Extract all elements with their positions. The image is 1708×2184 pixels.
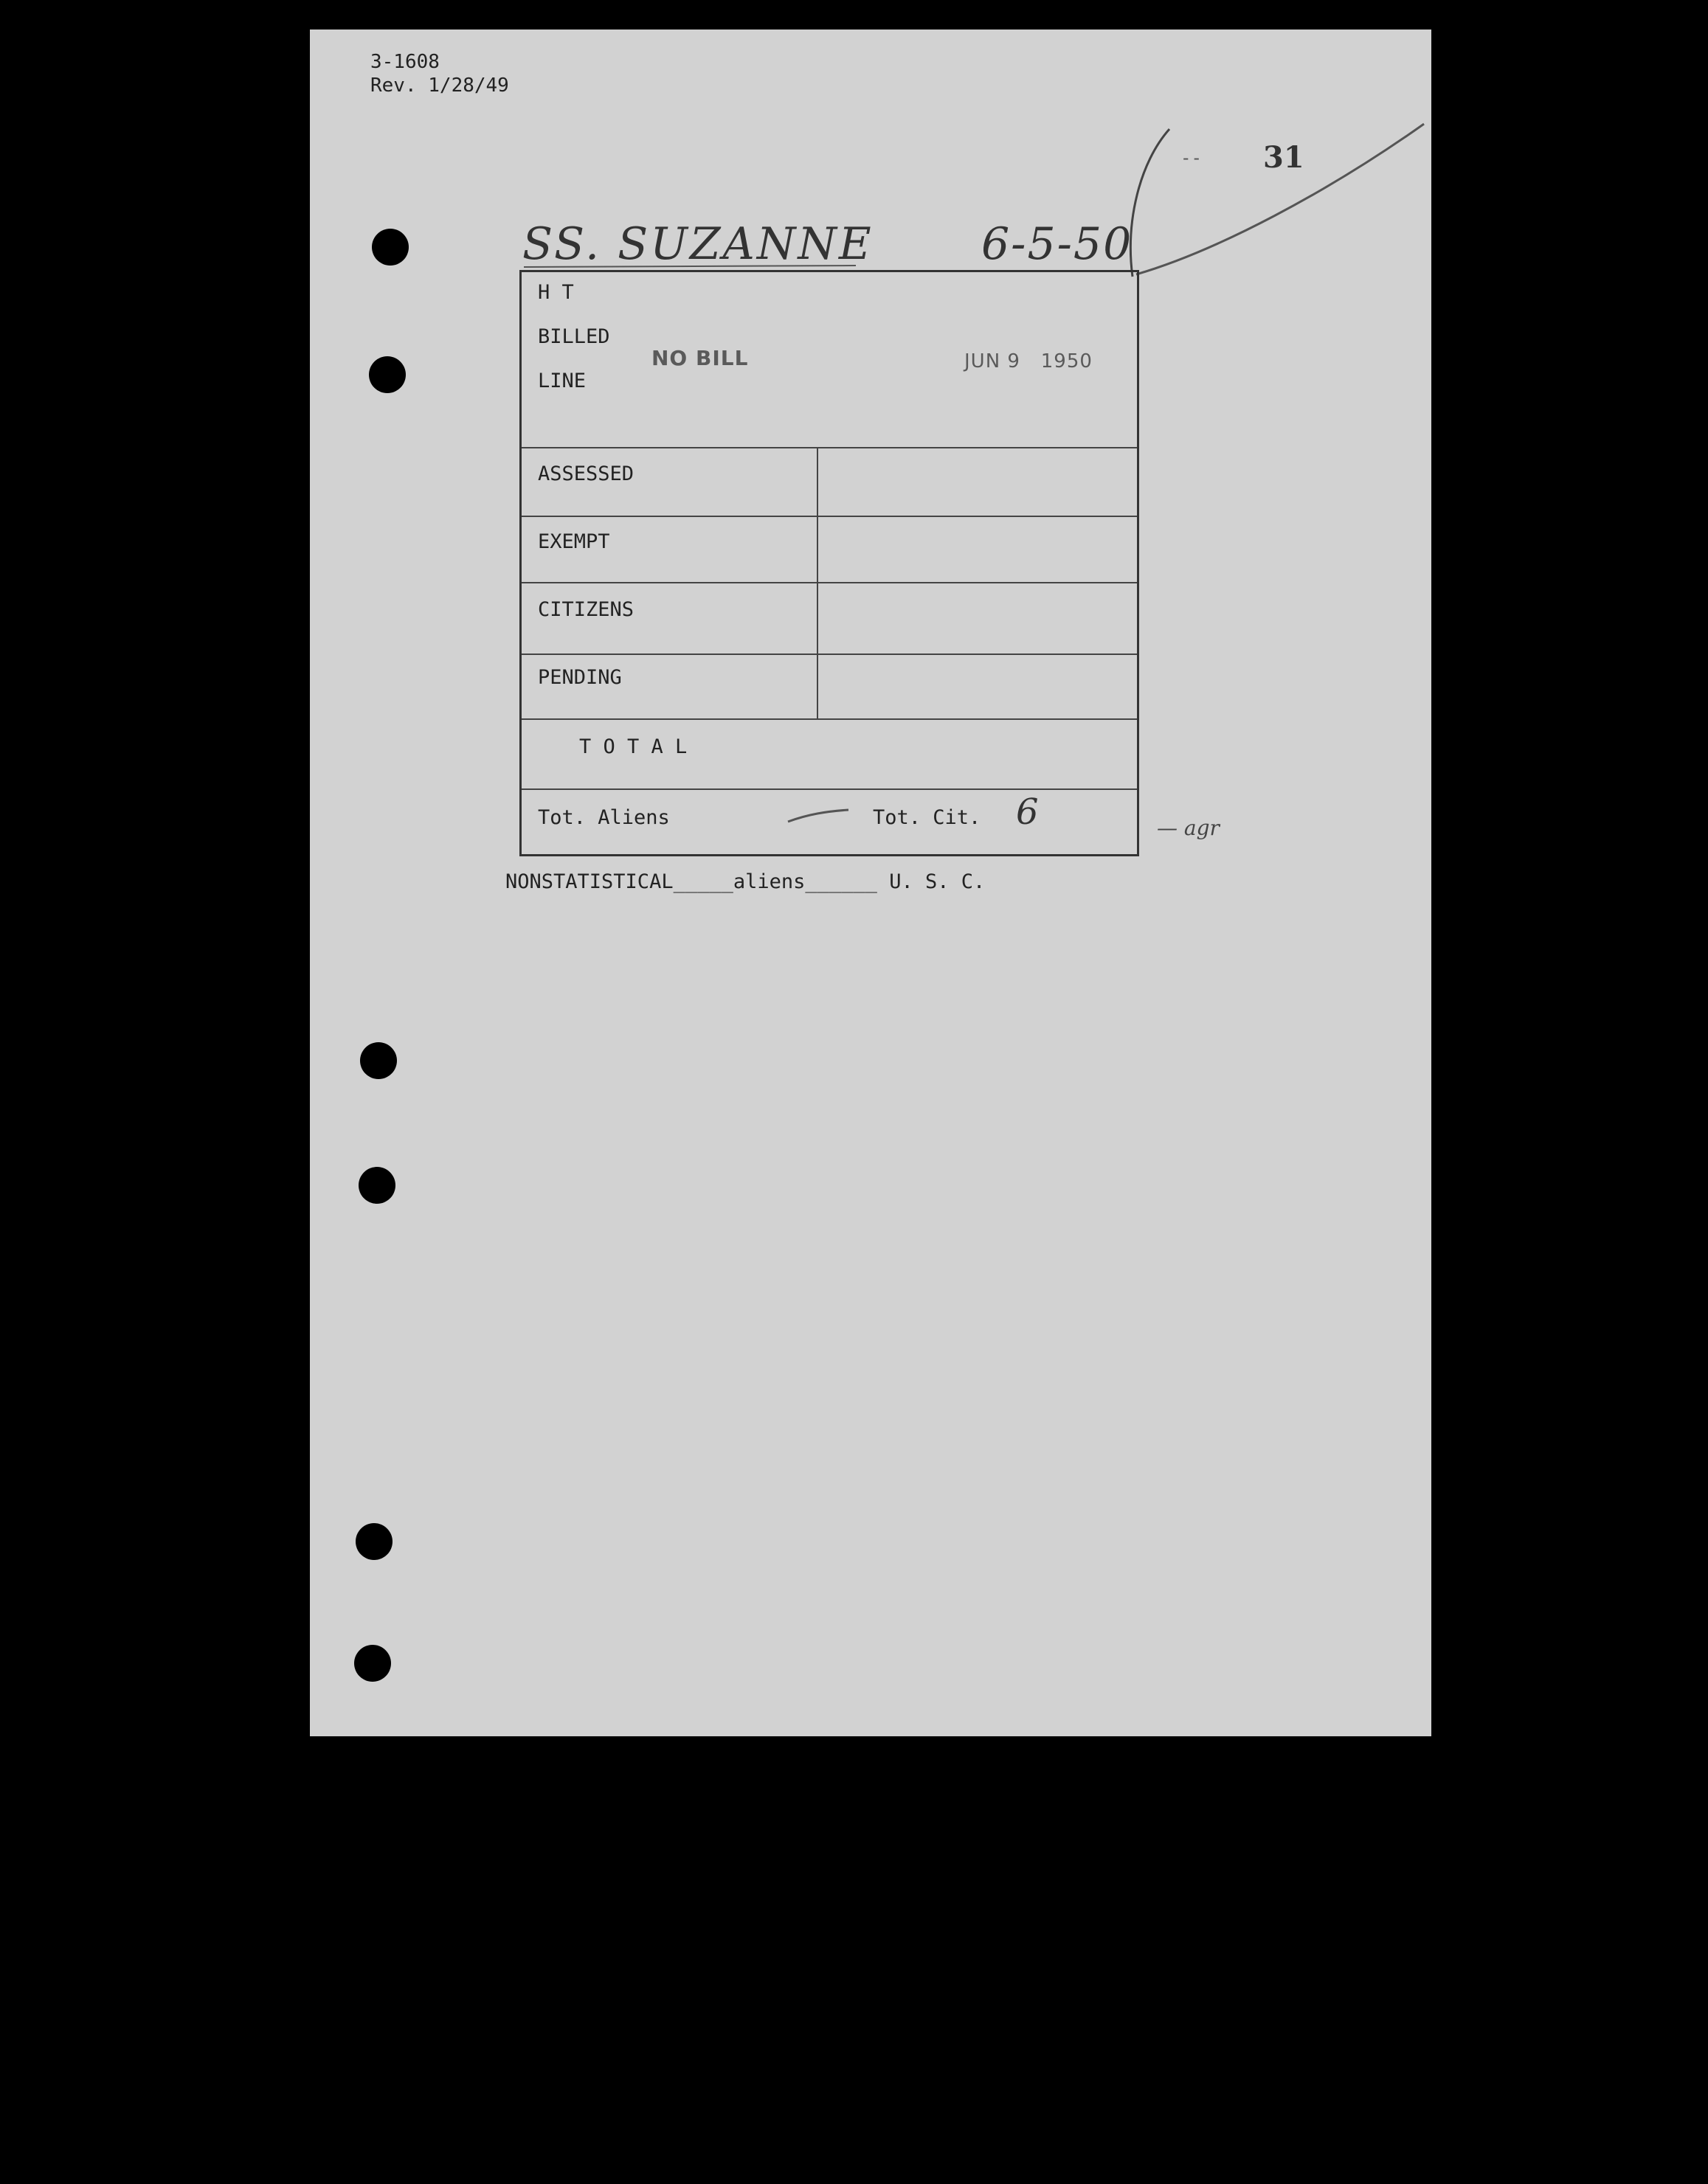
nonstatistical-label: NONSTATISTICAL <box>505 870 674 893</box>
handwritten-ship-name: SS. SUZANNE <box>522 218 874 270</box>
tot-aliens-label: Tot. Aliens <box>538 806 670 829</box>
handwritten-date: 6-5-50 <box>981 218 1133 270</box>
form-revision: Rev. 1/28/49 <box>370 74 509 97</box>
row-label-citizens: CITIZENS <box>538 598 635 621</box>
handwritten-margin-mark: — agr <box>1157 816 1220 840</box>
footer-nonstatistical <box>505 870 985 893</box>
page-number: 31 <box>1263 140 1304 175</box>
row-label-pending: PENDING <box>538 666 622 689</box>
row-label-exempt: EXEMPT <box>538 530 610 553</box>
line-label: LINE <box>538 370 587 392</box>
usc-label: U. S. C. <box>889 870 986 893</box>
total-label: T O T A L <box>579 735 688 758</box>
page-dash: -- <box>1180 148 1202 168</box>
tot-cit-label: Tot. Cit. <box>873 806 981 829</box>
ht-label: H T <box>538 281 574 304</box>
handwritten-tot-cit-value: 6 <box>1016 791 1039 833</box>
row-label-assessed: ASSESSED <box>538 462 635 485</box>
billed-label: BILLED <box>538 325 610 348</box>
received-date-stamp: JUN 9 1950 <box>964 350 1093 372</box>
nonstatistical-blank: _____ <box>673 870 733 893</box>
aliens-blank: ______ <box>805 870 890 893</box>
form-number: 3-1608 <box>370 51 440 73</box>
no-bill-stamp: NO BILL <box>651 346 749 370</box>
form-table <box>519 270 1139 856</box>
aliens-label: aliens <box>733 870 806 893</box>
